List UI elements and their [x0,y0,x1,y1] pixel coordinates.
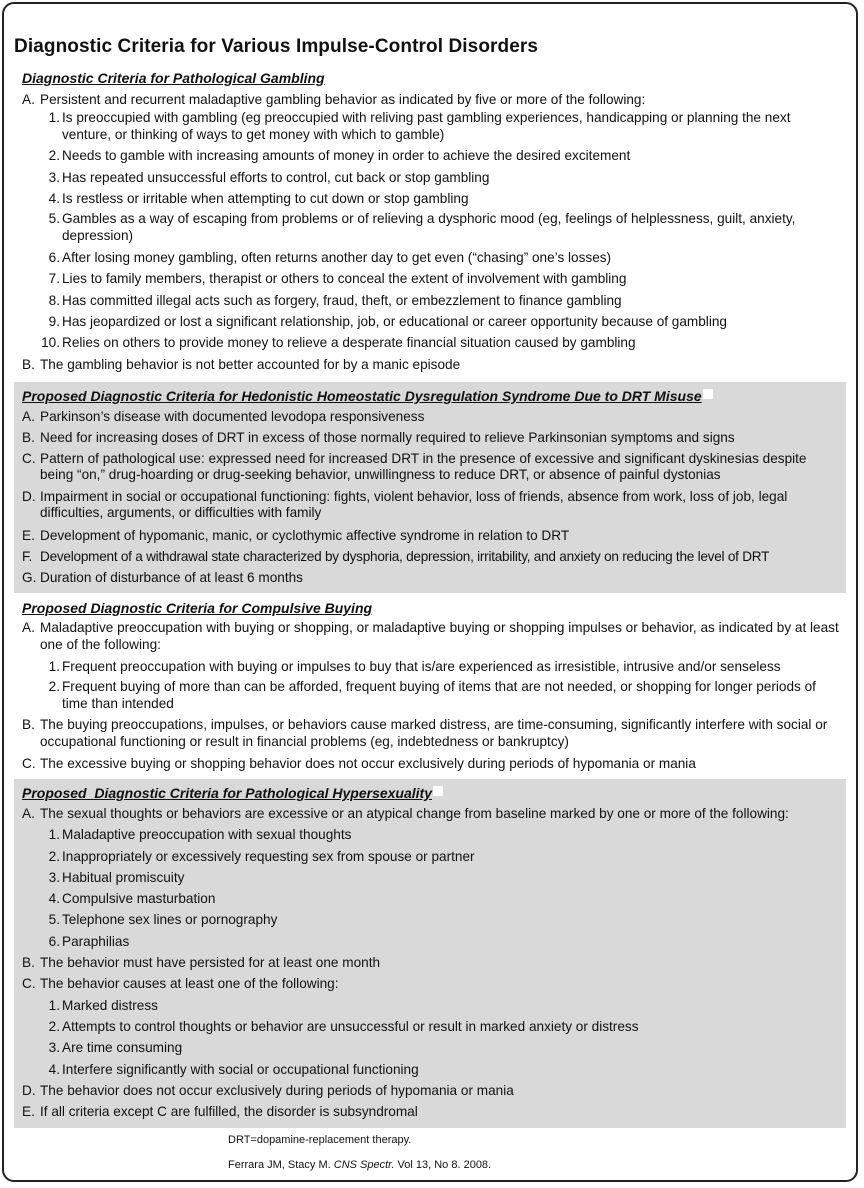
gambling-item-2 [22,145,840,166]
item-text: Marked distress [62,997,158,1013]
hedonistic-criterion-c [22,449,840,487]
criterion-text: Persistent and recurrent maladaptive gambling behavior as indicated by five or more of the following: [40,92,646,107]
criterion-text: Need for increasing doses of DRT in excess of those normally required to relieve Parkinsonian symptoms and signs [40,430,735,446]
gambling-heading: Diagnostic Criteria for Pathological Gambling [22,70,325,86]
criterion-label: A. [22,92,35,107]
criterion-text: The buying preoccupations, impulses, or behaviors cause marked distress, are time-consuming, significantly interfere with social or occupational functioning or result in financial problems (eg, indebtedness or bankruptcy) [40,717,828,749]
item-number: 10. [41,335,60,351]
gambling-item-4 [22,188,840,209]
buying-item-1 [22,656,840,677]
item-number: 2. [48,1018,60,1034]
item-text: Are time consuming [62,1040,183,1056]
gambling-criterion-a [22,89,840,110]
hypersexuality-criterion-d [22,1080,840,1101]
footnote-marker [433,786,443,796]
item-number: 2. [48,848,60,864]
item-text: Is restless or irritable when attempting to cut down or stop gambling [62,190,469,206]
item-number: 4. [48,1061,60,1077]
item-number: 7. [48,271,60,287]
item-text: Telephone sex lines or pornography [62,912,278,928]
item-number: 8. [48,292,60,308]
criterion-label: C. [22,756,36,772]
hypersexuality-section [14,779,846,1128]
criterion-text: The behavior causes at least one of the following: [40,976,339,992]
criterion-label: E. [22,527,35,543]
criterion-text: The behavior must have persisted for at least one month [40,955,381,971]
hypersexuality-criterion-a [22,803,840,824]
criterion-label: D. [22,1082,36,1098]
item-number: 1. [48,997,60,1013]
page-title: Diagnostic Criteria for Various Impulse-Control Disorders [14,36,539,57]
criterion-text: Impairment in social or occupational functioning: fights, violent behavior, loss of friends, absence from work, loss of job, legal difficulties, arguments, or difficulties with family [40,488,788,521]
hypersexuality-heading-text: Proposed Diagnostic Criteria for Pathological Hypersexuality [22,785,432,801]
item-text: Gambles as a way of escaping from problems or of relieving a dysphoric mood (eg, feelings of helplessness, guilt, anxiety, depression) [62,211,796,243]
item-text: Relies on others to provide money to relieve a desperate financial situation caused by gambling [62,335,636,351]
criterion-label: A. [22,620,35,635]
hedonistic-criterion-d [22,487,840,525]
item-number: 9. [48,314,60,330]
item-text: Inappropriately or excessively requesting sex from spouse or partner [62,848,475,864]
hypersexuality-a-item-2 [22,846,840,867]
hypersexuality-criterion-c [22,973,840,994]
item-text: Habitual promiscuity [62,869,185,885]
item-number: 3. [48,169,60,185]
criterion-label: A. [22,806,35,821]
hedonistic-criterion-e [22,525,840,546]
item-text: Has committed illegal acts such as forgery, fraud, theft, or embezzlement to finance gambling [62,292,622,308]
item-number: 2. [48,148,60,164]
criterion-label: F. [22,548,33,564]
citation-volume: Vol 13, No 8. 2008. [394,1159,492,1171]
criterion-label: D. [22,488,36,504]
hedonistic-criterion-f [22,546,840,567]
hedonistic-criterion-g [22,567,840,588]
hypersexuality-heading [22,783,840,803]
item-text: Lies to family members, therapist or others to conceal the extent of involvement with gambling [62,271,627,287]
gambling-item-7 [22,268,840,289]
hypersexuality-a-item-5 [22,909,840,930]
hypersexuality-a-item-6 [22,931,840,952]
item-number: 4. [48,190,60,206]
gambling-item-3 [22,167,840,188]
citation-authors: Ferrara JM, Stacy M. [228,1159,334,1171]
hypersexuality-c-item-2 [22,1016,840,1037]
criterion-text: Parkinson’s disease with documented levodopa responsiveness [40,409,425,424]
item-number: 2. [48,679,60,695]
gambling-item-6 [22,247,840,268]
criterion-label: B. [22,955,35,971]
criterion-text: Pattern of pathological use: expressed need for increased DRT in the presence of excessive and significant dyskinesias despite being “on,” drug-hoarding or drug-seeking behavior, unwillingness to reduce DRT, or absence of painful dystonias [40,450,807,483]
item-number: 1. [48,659,60,674]
criterion-text: The gambling behavior is not better accounted for by a manic episode [40,356,461,372]
footnote-marker [703,389,713,399]
gambling-item-9 [22,311,840,332]
item-number: 6. [48,933,60,949]
criterion-label: B. [22,356,35,372]
item-number: 5. [48,912,60,928]
item-text: Interfere significantly with social or occupational functioning [62,1061,419,1077]
hypersexuality-criterion-e [22,1101,840,1122]
item-text: Frequent buying of more than can be afforded, frequent buying of items that are not needed, or shopping for longer periods of time than intended [62,679,816,711]
gambling-item-10 [22,332,840,353]
item-text: Paraphilias [62,933,130,949]
criterion-label: B. [22,717,35,733]
hypersexuality-c-item-4 [22,1059,840,1080]
hypersexuality-a-item-1 [22,824,840,845]
criterion-label: G. [22,570,37,586]
gambling-item-8 [22,290,840,311]
hypersexuality-a-item-4 [22,888,840,909]
item-text: Compulsive masturbation [62,891,216,907]
hedonistic-criterion-b [22,427,840,448]
item-number: 5. [48,211,60,227]
gambling-criterion-b [22,354,840,375]
buying-heading: Proposed Diagnostic Criteria for Compulsive Buying [22,600,373,616]
hedonistic-section [14,382,846,593]
hedonistic-heading [22,386,840,406]
criterion-label: C. [22,976,36,992]
buying-criterion-c [22,753,840,774]
citation-journal: CNS Spectr. [333,1159,395,1171]
gambling-item-1 [22,110,840,145]
criterion-text: The sexual thoughts or behaviors are excessive or an atypical change from baseline marked by one or more of the following: [40,806,789,821]
item-number: 4. [48,891,60,907]
item-number: 6. [48,250,60,266]
item-number: 1. [48,827,60,843]
hypersexuality-c-item-1 [22,995,840,1016]
citation [228,1159,491,1171]
hedonistic-criterion-a [22,406,840,427]
item-text: Needs to gamble with increasing amounts of money in order to achieve the desired excitement [62,148,631,164]
item-text: After losing money gambling, often returns another day to get even (“chasing” one’s losses) [62,250,612,266]
buying-criterion-b [22,715,840,753]
item-text: Has jeopardized or lost a significant relationship, job, or educational or career opportunity because of gambling [62,314,727,330]
item-text: Has repeated unsuccessful efforts to control, cut back or stop gambling [62,169,490,185]
item-text: Attempts to control thoughts or behavior are unsuccessful or result in marked anxiety or distress [62,1018,639,1034]
criterion-text: Maladaptive preoccupation with buying or shopping, or maladaptive buying or shopping impulses or behavior, as indicated by at least one of the following: [40,620,839,652]
buying-item-2 [22,677,840,715]
criterion-text: The behavior does not occur exclusively during periods of hypomania or mania [40,1082,514,1098]
criterion-label: E. [22,1104,35,1120]
item-number: 3. [48,1040,60,1056]
footnote: DRT=dopamine-replacement therapy. [228,1134,412,1146]
criterion-text: The excessive buying or shopping behavior does not occur exclusively during periods of hypomania or mania [40,756,696,772]
criterion-label: C. [22,450,36,466]
item-number: 3. [48,869,60,885]
hypersexuality-criterion-b [22,952,840,973]
criterion-text: Development of hypomanic, manic, or cyclothymic affective syndrome in relation to DRT [40,527,570,543]
criterion-label: B. [22,430,35,446]
criterion-text: Development of a withdrawal state characterized by dysphoria, depression, irritability, and anxiety on reducing the level of DRT [40,548,770,564]
gambling-item-5 [22,209,840,247]
gambling-section [14,68,846,375]
buying-section [14,598,846,775]
item-text: Frequent preoccupation with buying or impulses to buy that is/are experienced as irresistible, intrusive and/or senseless [62,659,781,674]
hedonistic-heading-text: Proposed Diagnostic Criteria for Hedonistic Homeostatic Dysregulation Syndrome Due to DRT Misuse [22,388,702,404]
criterion-label: A. [22,409,35,424]
criterion-text: If all criteria except C are fulfilled, the disorder is subsyndromal [40,1104,418,1120]
hypersexuality-a-item-3 [22,867,840,888]
item-text: Is preoccupied with gambling (eg preoccupied with reliving past gambling experiences, handicapping or planning the next venture, or thinking of ways to get money with which to gamble) [62,110,791,142]
hypersexuality-c-item-3 [22,1037,840,1058]
criterion-text: Duration of disturbance of at least 6 months [40,570,303,586]
item-number: 1. [48,110,60,126]
buying-criterion-a [22,618,840,656]
item-text: Maladaptive preoccupation with sexual thoughts [62,827,352,843]
